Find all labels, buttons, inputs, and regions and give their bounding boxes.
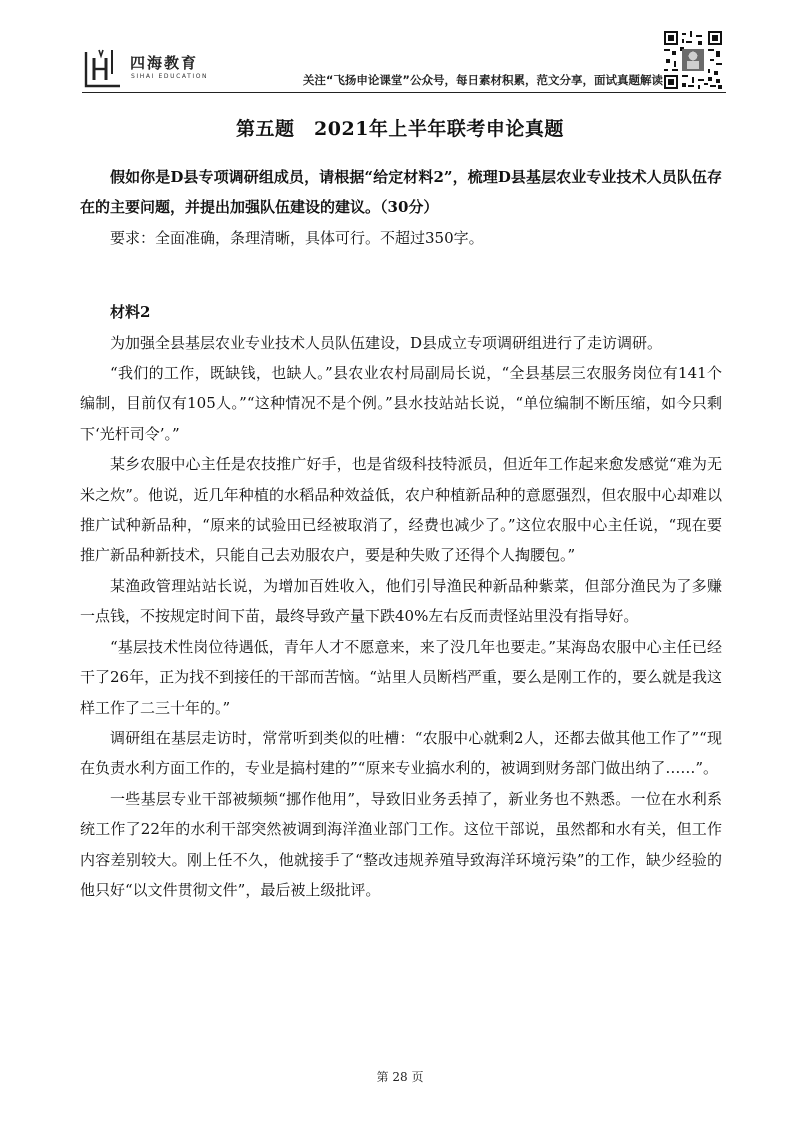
- material-paragraph: 某渔政管理站站长说，为增加百姓收入，他们引导渔民种新品种紫菜，但部分渔民为了多赚一点钱，不按规定时间下苗，最终导致产量下跌40%左右反而责怪站里没有指导好。: [80, 576, 722, 626]
- material-paragraph: 某乡农服中心主任是农技推广好手，也是省级科技特派员，但近年工作起来愈发感觉“难为无米之炊”。他说，近几年种植的水稻品种效益低，农户种植新品种的意愿强烈，但农服中心却难以推广试种新品种，“原来的试验田已经被取消了，经费也减少了。”这位农服中心主任说，“现在要推广新品种新技术，只能自己去劝服农户，要是种失败了还得个人掏腰包。”: [80, 455, 722, 565]
- logo-text: 四海教育: [130, 54, 199, 72]
- qr-code-icon: [664, 31, 722, 89]
- question-requirement: 要求：全面准确，条理清晰，具体可行。不超过350字。: [110, 228, 484, 247]
- material-paragraph: 一些基层专业干部被频频“挪作他用”，导致旧业务丢掉了，新业务也不熟悉。一位在水利系统工作了22年的水利干部突然被调到海洋渔业部门工作。这位干部说，虽然都和水有关，但工作内容差别较大。刚上任不久，他就接手了“整改违规养殖导致海洋环境污染”的工作，缺少经验的他只好“以文件贯彻文件”，最后被上级批评。: [80, 789, 722, 899]
- document-body: [80, 162, 722, 905]
- page-title: 第五题 2021年上半年联考申论真题: [236, 118, 564, 140]
- material-paragraph: 调研组在基层走访时，常常听到类似的吐槽：“农服中心就剩2人，还都去做其他工作了”“现在负责水利方面工作的，专业是搞村建的”“原来专业搞水利的，被调到财务部门做出纳了……”。: [80, 728, 722, 778]
- material-label: 材料2: [110, 303, 151, 322]
- page-number: 第 28 页: [376, 1070, 424, 1084]
- page-header: [0, 0, 800, 100]
- header-divider: [82, 92, 726, 93]
- sihai-logo-icon: [82, 48, 124, 88]
- material-paragraph: “我们的工作，既缺钱，也缺人。”县农业农村局副局长说，“全县基层三农服务岗位有141个编制，目前仅有105人。”“这种情况不是个例。”县水技站站长说，“单位编制不断压缩，如今只剩下‘光杆司令’。”: [80, 364, 722, 443]
- material-paragraph: “基层技术性岗位待遇低，青年人才不愿意来，来了没几年也要走。”某海岛农服中心主任已经干了26年，正为找不到接任的干部而苦恼。“站里人员断档严重，要么是刚工作的，要么就是我这样工作了二三十年的。”: [80, 637, 722, 717]
- logo-subtext: SIHAI EDUCATION: [131, 73, 209, 80]
- header-tagline: 关注“飞扬申论课堂”公众号，每日素材积累，范文分享，面试真题解读: [302, 73, 663, 87]
- question-prompt: 假如你是D县专项调研组成员，请根据“给定材料2”，梳理D县基层农业专业技术人员队伍存在的主要问题，并提出加强队伍建设的建议。（30分）: [80, 168, 722, 217]
- material-paragraph: 为加强全县基层农业专业技术人员队伍建设，D县成立专项调研组进行了走访调研。: [110, 333, 663, 352]
